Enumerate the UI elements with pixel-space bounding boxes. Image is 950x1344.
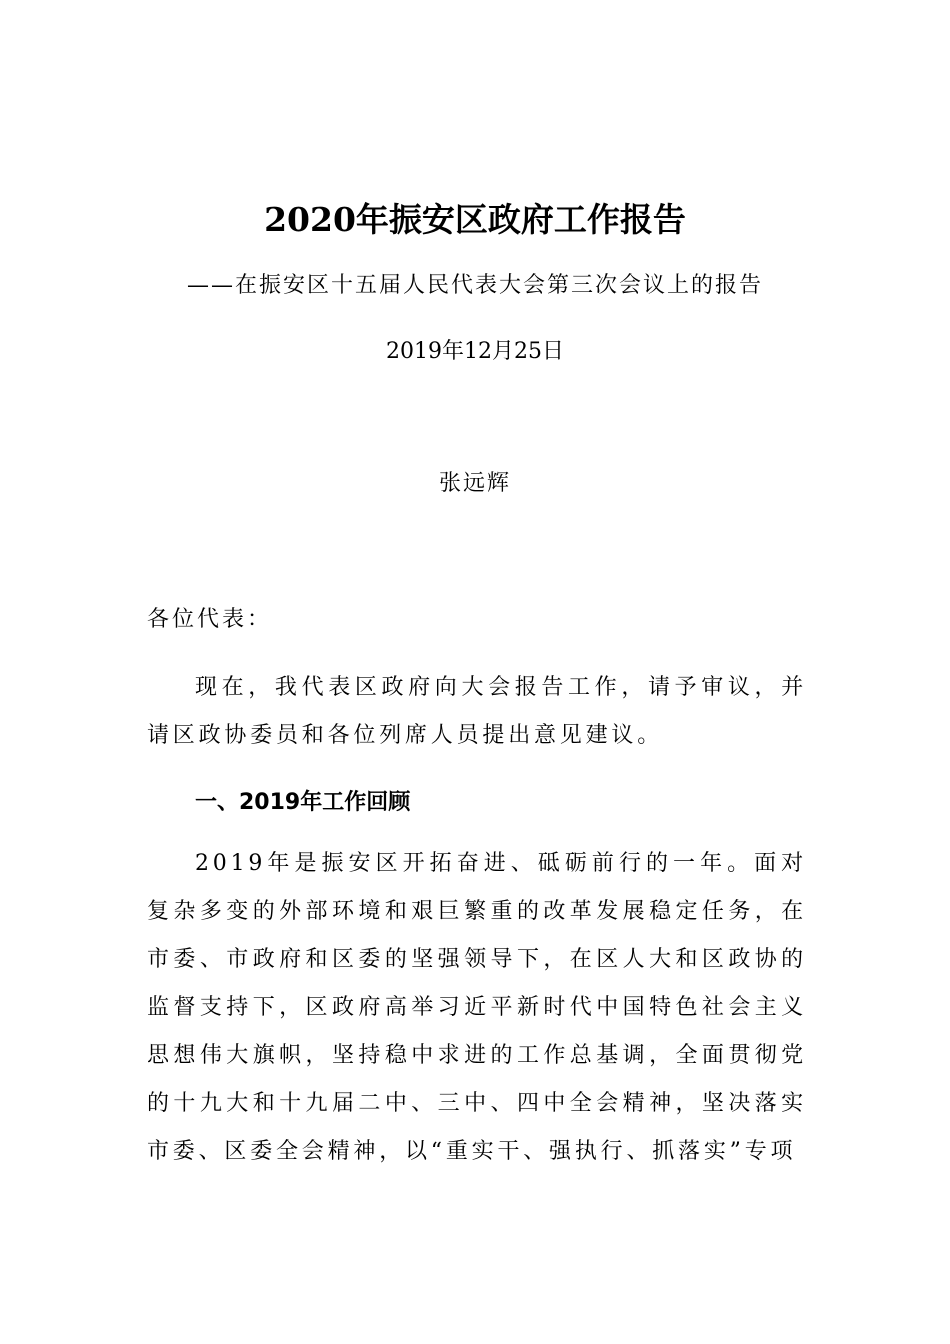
salutation: 各位代表：: [147, 607, 273, 632]
section-paragraph: 2019年是振安区开拓奋进、砥砺前行的一年。面对复杂多变的外部环境和艰巨繁重的改革发展稳定任务，在市委、市政府和区委的坚强领导下，在区人大和区政协的监督支持下，区政府高举习近平新时代中国特色社会主义思想伟大旗帜，坚持稳中求进的工作总基调，全面贯彻党的十九大和十九届二中、三中、四中全会精神，坚决落实市委、区委全会精神，以“重实干、强执行、抓落实”专项: [147, 851, 807, 1164]
document-date: 2019年12月25日: [386, 339, 564, 364]
intro-paragraph: 现在，我代表区政府向大会报告工作，请予审议，并请区政协委员和各位列席人员提出意见建议。: [147, 675, 807, 748]
section-heading: 一、2019年工作回顾: [195, 790, 411, 815]
document-author: 张远辉: [438, 471, 511, 496]
document-title: 2020年振安区政府工作报告: [264, 200, 686, 239]
document-subtitle: ——在振安区十五届人民代表大会第三次会议上的报告: [186, 273, 763, 298]
